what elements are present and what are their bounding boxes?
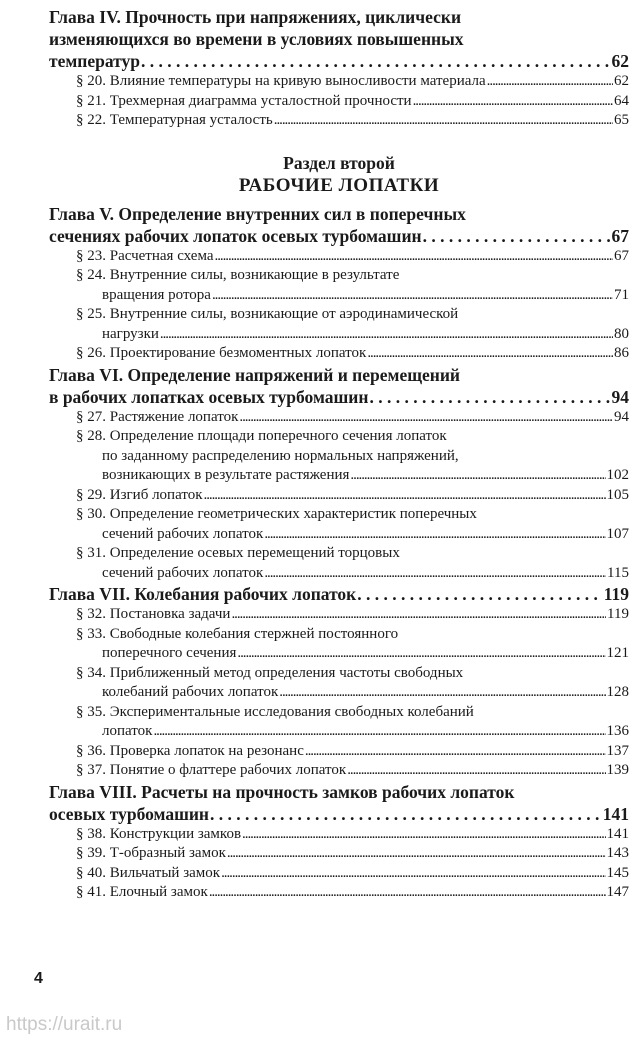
page-ref: 67 — [611, 225, 629, 246]
section-entry — [49, 72, 629, 92]
page-ref: 145 — [606, 864, 629, 881]
section-title: § 26. Проектирование безмоментных лопаток — [76, 345, 367, 361]
section-title: § 24. Внутренние силы, возникающие в результате — [76, 267, 400, 283]
dot-leader — [264, 564, 606, 584]
page-ref: 105 — [606, 486, 629, 503]
dot-leader — [160, 325, 613, 345]
chapter-7-heading — [49, 583, 629, 605]
section-entry — [49, 266, 629, 305]
section-title: сечений рабочих лопаток — [102, 564, 264, 581]
dot-leader — [487, 72, 613, 92]
section-title: поперечного сечения — [102, 645, 237, 661]
section-title: возникающих в результате растяжения — [102, 467, 350, 483]
page-ref: 107 — [606, 525, 629, 542]
section-title: § 25. Внутренние силы, возникающие от аэродинамической — [76, 306, 459, 322]
dot-leader — [350, 466, 605, 486]
section-title: § 30. Определение геометрических характеристик поперечных — [76, 506, 477, 522]
part-heading — [49, 153, 629, 197]
chapter-title-line: Глава V. Определение внутренних сил в поперечных — [49, 203, 466, 224]
dot-leader — [357, 583, 602, 605]
chapter-entry-row — [49, 583, 629, 605]
chapter-6-heading — [49, 364, 629, 408]
page-ref: 137 — [606, 742, 629, 759]
page-ref: 71 — [614, 286, 629, 303]
page-ref: 147 — [606, 884, 629, 900]
section-entry — [49, 505, 629, 544]
dot-leader — [423, 225, 611, 247]
chapter-title-line: температур — [49, 51, 141, 71]
section-title: § 37. Понятие о флаттере рабочих лопаток — [76, 762, 347, 778]
page-ref: 67 — [614, 247, 629, 264]
section-title: § 21. Трехмерная диаграмма усталостной прочности — [76, 92, 412, 109]
section-title: § 32. Постановка задачи — [76, 606, 231, 622]
page-ref: 64 — [614, 92, 629, 109]
section-title: § 36. Проверка лопаток на резонанс — [76, 742, 304, 759]
section-title: § 29. Изгиб лопаток — [76, 486, 203, 503]
dot-leader — [212, 286, 613, 306]
dot-leader — [237, 644, 605, 664]
section-title: § 41. Елочный замок — [76, 884, 208, 900]
section-entry — [49, 427, 629, 486]
page-ref: 65 — [614, 112, 629, 128]
page-ref: 136 — [606, 723, 629, 739]
section-title: § 39. Т-образный замок — [76, 845, 226, 861]
section-title: вращения ротора — [102, 286, 211, 303]
page-ref: 143 — [606, 845, 629, 861]
page-ref: 139 — [606, 762, 629, 778]
dot-leader — [204, 486, 606, 506]
page-ref: 62 — [611, 51, 629, 71]
dot-leader — [242, 825, 605, 845]
section-title: § 20. Влияние температуры на кривую выносливости материала — [76, 73, 486, 89]
section-title: лопаток — [102, 723, 153, 739]
dot-leader — [279, 683, 605, 703]
dot-leader — [347, 761, 605, 781]
chapter-5-heading — [49, 203, 629, 247]
page-ref: 62 — [614, 73, 629, 89]
chapter-title-line: осевых турбомашин — [49, 803, 210, 824]
section-entry — [49, 883, 629, 903]
page-number: 4 — [34, 970, 43, 987]
chapter-title-line: Глава VI. Определение напряжений и перемещений — [49, 364, 461, 385]
page-ref: 86 — [614, 345, 629, 361]
dot-leader — [369, 386, 610, 408]
page-ref: 94 — [611, 386, 629, 407]
table-of-contents — [49, 6, 629, 903]
dot-leader — [210, 803, 602, 825]
page-ref: 141 — [606, 825, 629, 842]
dot-leader — [264, 525, 605, 545]
watermark-url: https://urait.ru — [6, 1014, 123, 1035]
chapter-8-heading — [49, 781, 629, 825]
page-ref: 119 — [607, 606, 629, 622]
dot-leader — [413, 92, 613, 112]
section-title: § 35. Экспериментальные исследования свободных колебаний — [76, 703, 474, 720]
section-entry — [49, 742, 629, 762]
section-entry — [49, 305, 629, 344]
section-entry — [49, 247, 629, 267]
dot-leader — [367, 344, 613, 364]
section-title: колебаний рабочих лопаток — [102, 684, 279, 700]
chapter-entry-row — [49, 803, 629, 825]
section-entry — [49, 703, 629, 742]
chapter-title-line: изменяющихся во времени в условиях повышенных — [49, 29, 464, 49]
dot-leader — [209, 883, 606, 903]
page-ref: 121 — [606, 645, 629, 661]
section-title: § 22. Температурная усталость — [76, 112, 273, 128]
section-title: § 31. Определение осевых перемещений торцовых — [76, 545, 400, 561]
section-title: по заданному распределению нормальных напряжений, — [102, 447, 459, 464]
dot-leader — [153, 722, 605, 742]
dot-leader — [305, 742, 606, 762]
chapter-title-line: Глава VII. Колебания рабочих лопаток — [49, 584, 357, 604]
section-title: § 28. Определение площади поперечного сечения лопаток — [76, 428, 447, 444]
chapter-4-heading — [49, 6, 629, 72]
dot-leader — [215, 247, 614, 267]
page-ref: 128 — [606, 684, 629, 700]
section-title: нагрузки — [102, 325, 159, 342]
dot-leader — [274, 111, 613, 131]
dot-leader — [141, 50, 610, 72]
section-title: § 33. Свободные колебания стержней постоянного — [76, 625, 399, 642]
section-entry — [49, 844, 629, 864]
section-entry — [49, 111, 629, 131]
section-entry — [49, 625, 629, 664]
chapter-title-line: в рабочих лопатках осевых турбомашин — [49, 386, 369, 407]
section-entry — [49, 408, 629, 428]
dot-leader — [231, 605, 606, 625]
page-ref: 115 — [607, 564, 629, 581]
section-entry — [49, 344, 629, 364]
page-ref: 119 — [603, 584, 629, 604]
part-title: РАБОЧИЕ ЛОПАТКИ — [238, 174, 440, 196]
dot-leader — [227, 844, 606, 864]
part-subtitle: Раздел второй — [283, 152, 395, 173]
chapter-entry-row — [49, 225, 629, 247]
section-title: § 40. Вильчатый замок — [76, 864, 221, 881]
page-ref: 102 — [606, 467, 629, 483]
chapter-title-line: Глава IV. Прочность при напряжениях, циклически — [49, 7, 462, 27]
section-entry — [49, 486, 629, 506]
section-entry — [49, 864, 629, 884]
page-ref: 141 — [602, 803, 629, 824]
section-entry — [49, 605, 629, 625]
section-title: § 34. Приближенный метод определения частоты свободных — [76, 664, 464, 681]
section-entry — [49, 761, 629, 781]
section-entry — [49, 825, 629, 845]
section-entry — [49, 92, 629, 112]
chapter-title-line: сечениях рабочих лопаток осевых турбомашин — [49, 225, 422, 246]
chapter-entry-row — [49, 50, 629, 72]
chapter-title-line: Глава VIII. Расчеты на прочность замков рабочих лопаток — [49, 781, 515, 802]
page-ref: 80 — [614, 325, 629, 342]
section-entry — [49, 664, 629, 703]
section-title: § 23. Расчетная схема — [76, 247, 214, 264]
section-entry — [49, 544, 629, 583]
section-title: § 27. Растяжение лопаток — [76, 408, 239, 425]
dot-leader — [239, 408, 613, 428]
section-title: § 38. Конструкции замков — [76, 825, 242, 842]
chapter-entry-row — [49, 386, 629, 408]
section-title: сечений рабочих лопаток — [102, 525, 264, 542]
dot-leader — [221, 864, 605, 884]
page-ref: 94 — [614, 408, 629, 425]
